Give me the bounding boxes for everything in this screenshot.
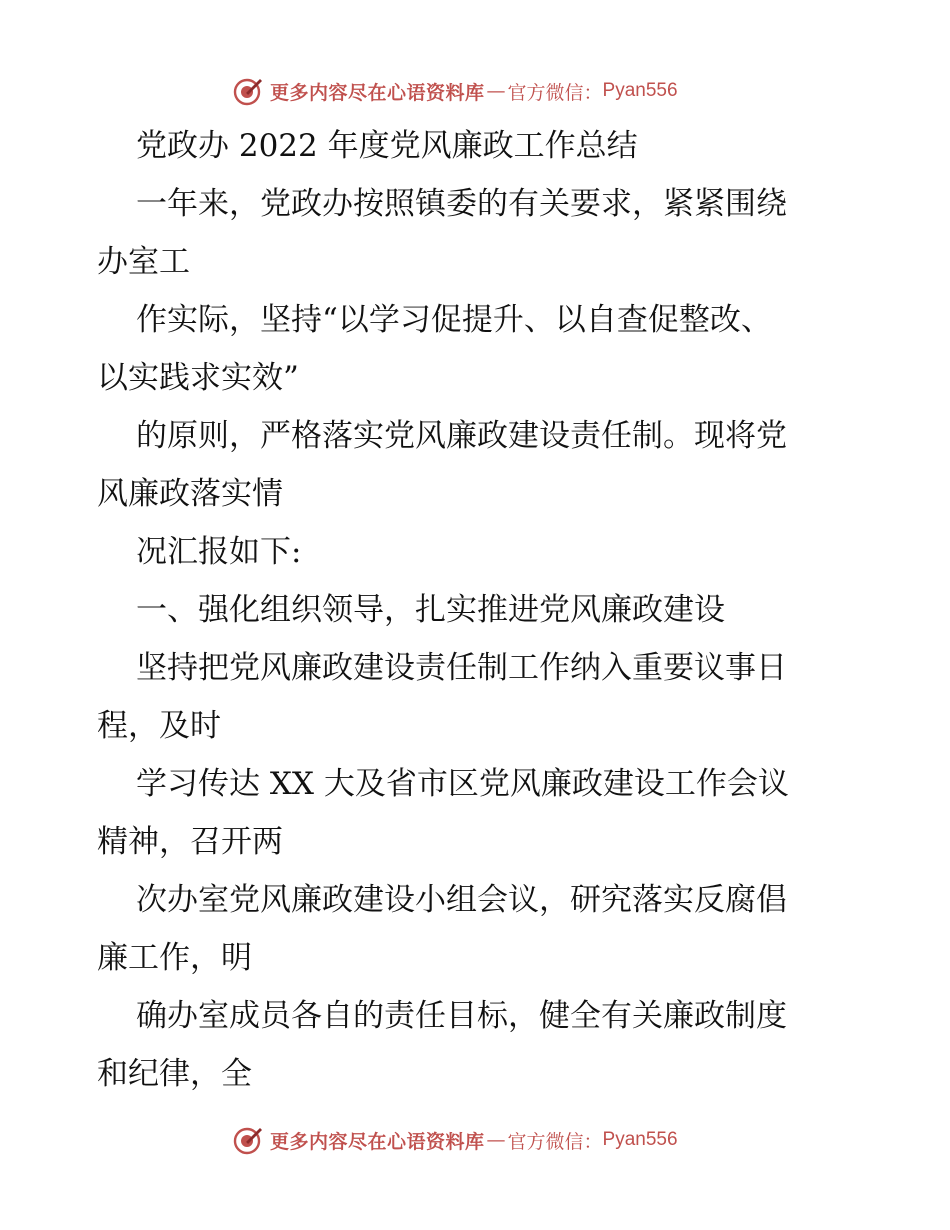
banner-wechat-label: 官方微信： (507, 81, 603, 104)
banner-wechat-label: 官方微信： (507, 1130, 603, 1153)
text-line: 精神，召开两 (97, 824, 283, 860)
text-line: 的原则，严格落实党风廉政建设责任制。现将党 (136, 418, 787, 454)
text-line: 作实际，坚持“以学习促提升、以自查促整改、 (136, 302, 772, 338)
section-heading: 一、强化组织领导，扎实推进党风廉政建设 (136, 592, 725, 628)
text-line: 以实践求实效” (97, 360, 299, 396)
text-line: 办室工 (97, 244, 190, 280)
text-line: 坚持把党风廉政建设责任制工作纳入重要议事日 (136, 650, 787, 686)
text-line: 廉工作，明 (97, 940, 252, 976)
banner-wechat-id: Pyan556 (602, 1129, 678, 1150)
text-line: 次办室党风廉政建设小组会议，研究落实反腐倡 (136, 882, 787, 918)
banner-slogan: 更多内容尽在心语资料库 (270, 1130, 485, 1153)
pen-logo-icon (232, 1124, 264, 1156)
text-line: 确办室成员各自的责任目标，健全有关廉政制度 (136, 998, 787, 1034)
banner-separator: — (486, 80, 506, 102)
document-title: 党政办 2022 年度党风廉政工作总结 (136, 128, 638, 164)
header-banner (232, 74, 712, 108)
text-line: 学习传达 XX 大及省市区党风廉政建设工作会议 (136, 766, 789, 802)
text-line: 风廉政落实情 (97, 476, 283, 512)
text-line: 程，及时 (97, 708, 221, 744)
banner-separator: — (486, 1129, 506, 1151)
text-line: 况汇报如下: (136, 534, 302, 570)
banner-slogan: 更多内容尽在心语资料库 (270, 81, 485, 104)
footer-banner (232, 1123, 712, 1157)
banner-wechat-id: Pyan556 (602, 80, 678, 101)
pen-logo-icon (232, 75, 264, 107)
text-line: 和纪律，全 (97, 1056, 252, 1092)
text-line: 一年来，党政办按照镇委的有关要求，紧紧围绕 (136, 186, 787, 222)
